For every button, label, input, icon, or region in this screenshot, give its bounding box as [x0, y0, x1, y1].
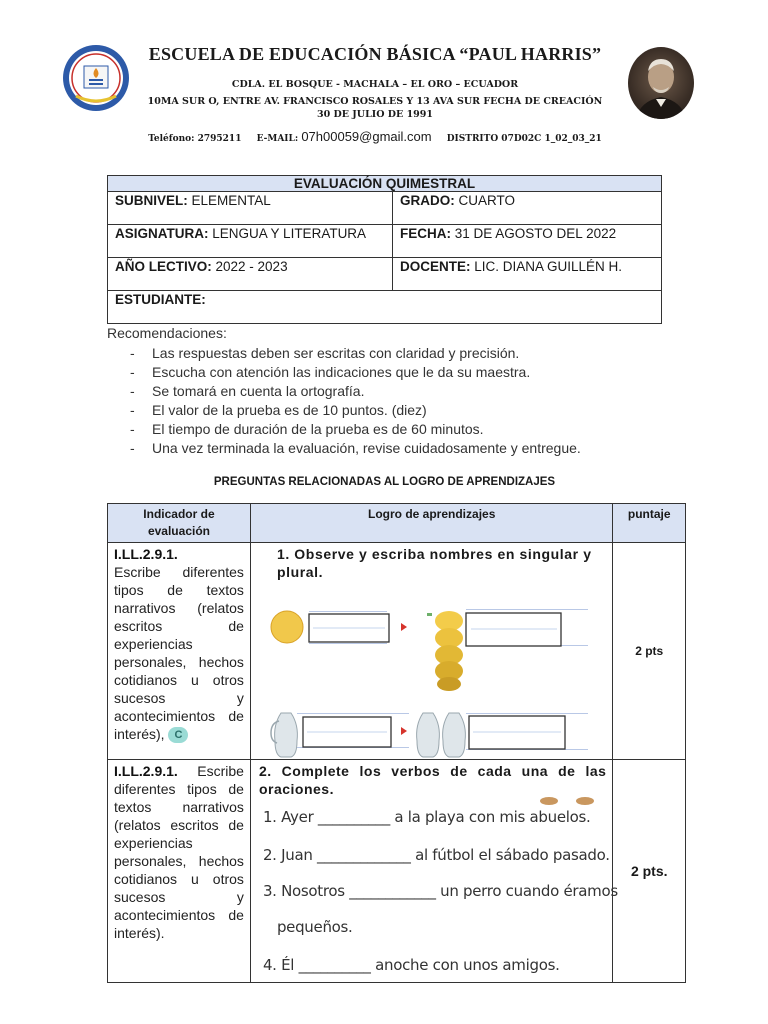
recommendation-item: - El valor de la prueba es de 10 puntos. (diez): [130, 401, 581, 420]
arrow-icon: [401, 623, 407, 631]
arrow-icon: [401, 727, 407, 735]
docente-value: LIC. DIANA GUILLÉN H.: [474, 259, 623, 274]
founder-portrait: [628, 47, 694, 119]
logro-cell: [250, 760, 618, 983]
recommendation-item: - Una vez terminada la evaluación, revise cuidadosamente y entregue.: [130, 439, 581, 458]
col-puntaje-header: puntaje: [613, 504, 686, 543]
docente-label: DOCENTE:: [400, 259, 471, 274]
recommendations-list: [130, 344, 581, 458]
indicator-cell: [108, 543, 251, 760]
grado-cell: [393, 192, 662, 225]
evaluation-title: EVALUACIÓN QUIMESTRAL: [108, 176, 662, 192]
recommendations-title: Recomendaciones:: [107, 325, 227, 341]
anio-label: AÑO LECTIVO:: [115, 259, 212, 274]
estudiante-label: ESTUDIANTE:: [115, 292, 206, 307]
phone: Teléfono: 2795211: [148, 134, 242, 144]
points-cell: 2 pts.: [613, 760, 686, 983]
subnivel-cell: [108, 192, 393, 225]
asignatura-label: ASIGNATURA:: [115, 226, 209, 241]
decoration-icon: [537, 794, 607, 808]
fecha-cell: [393, 225, 662, 258]
docente-cell: [393, 258, 662, 291]
singular-plural-exercise: [251, 543, 600, 759]
sentence-3[interactable]: 3. Nosotros ____________ un perro cuando éramos: [262, 882, 618, 900]
school-logo: [62, 44, 130, 112]
recommendation-item: - Se tomará en cuenta la ortografía.: [130, 382, 581, 401]
fecha-label: FECHA:: [400, 226, 451, 241]
question-2: 2. Complete los verbos de cada una de las oraciones.: [258, 763, 607, 797]
anio-cell: [108, 258, 393, 291]
questions-table: [107, 503, 686, 983]
recommendation-item: - El tiempo de duración de la prueba es de 60 minutos.: [130, 420, 581, 439]
section-title: PREGUNTAS RELACIONADAS AL LOGRO DE APRENDIZAJES: [213, 476, 556, 488]
table-row: [108, 543, 686, 760]
question-1: 1. Observe y escriba nombres en singular y plural.: [276, 546, 592, 580]
subnivel-label: SUBNIVEL:: [115, 193, 188, 208]
indicator-code: I.LL.2.9.1.: [114, 546, 178, 562]
anio-value: 2022 - 2023: [215, 259, 288, 274]
grado-label: GRADO:: [400, 193, 455, 208]
col-logro-header: Logro de aprendizajes: [250, 504, 613, 543]
answer-box-plural-1[interactable]: [466, 609, 588, 646]
answer-box-plural-2[interactable]: [466, 713, 588, 750]
indicator-text: Escribe diferentes tipos de textos narrativos (relatos escritos de experiencias personales, hechos cotidianos u otros sucesos y acontecimientos de interés),: [114, 564, 244, 742]
fecha-value: 31 DE AGOSTO DEL 2022: [454, 226, 617, 241]
sentence-4[interactable]: 4. Él __________ anoche con unos amigos.: [262, 956, 560, 974]
answer-box-singular-2[interactable]: [297, 713, 409, 748]
indicator-text: Escribe diferentes tipos de textos narrativos (relatos escritos de experiencias personales, hechos cotidianos u otros sucesos y acontecimientos de interés).: [114, 763, 244, 941]
address-line-2: 10MA SUR O, ENTRE AV. FRANCISCO ROSALES Y 13 AVA SUR FECHA DE CREACIÓN 30 DE JULIO DE 1991: [147, 96, 603, 120]
points-cell: 2 pts: [613, 543, 686, 760]
sentence-1[interactable]: 1. Ayer __________ a la playa con mis abuelos.: [262, 808, 591, 826]
logro-cell: [250, 543, 613, 760]
portrait-image: [628, 47, 694, 119]
email: 07h00059@gmail.com: [301, 129, 432, 144]
recommendation-item: - Las respuestas deben ser escritas con claridad y precisión.: [130, 344, 581, 363]
evaluation-info-table: [107, 175, 662, 324]
col-indicator-header: Indicador de evaluación: [108, 504, 251, 543]
jug-icon: [271, 713, 297, 757]
table-row: [108, 760, 686, 983]
email-label: E-MAIL:: [256, 134, 299, 144]
c-badge-icon: C: [168, 727, 188, 743]
sentence-2[interactable]: 2. Juan _____________ al fútbol el sábado pasado.: [262, 846, 610, 864]
address-line-1: CDLA. EL BOSQUE - MACHALA – EL ORO – ECUADOR: [231, 79, 519, 90]
indicator-code: I.LL.2.9.1.: [114, 763, 178, 779]
contact-line: [140, 129, 610, 144]
subnivel-value: ELEMENTAL: [191, 193, 271, 208]
estudiante-cell[interactable]: [108, 291, 662, 324]
grado-value: CUARTO: [458, 193, 516, 208]
answer-box-singular-1[interactable]: [309, 611, 389, 644]
sentence-3-continued: pequeños.: [276, 918, 353, 936]
school-name: ESCUELA DE EDUCACIÓN BÁSICA “PAUL HARRIS”: [148, 44, 602, 64]
asignatura-cell: [108, 225, 393, 258]
jugs-icon: [417, 713, 466, 757]
district: DISTRITO 07D02C 1_02_03_21: [446, 134, 602, 144]
asignatura-value: LENGUA Y LITERATURA: [212, 226, 367, 241]
indicator-cell: [108, 760, 251, 983]
recommendation-item: - Escucha con atención las indicaciones que le da su maestra.: [130, 363, 581, 382]
